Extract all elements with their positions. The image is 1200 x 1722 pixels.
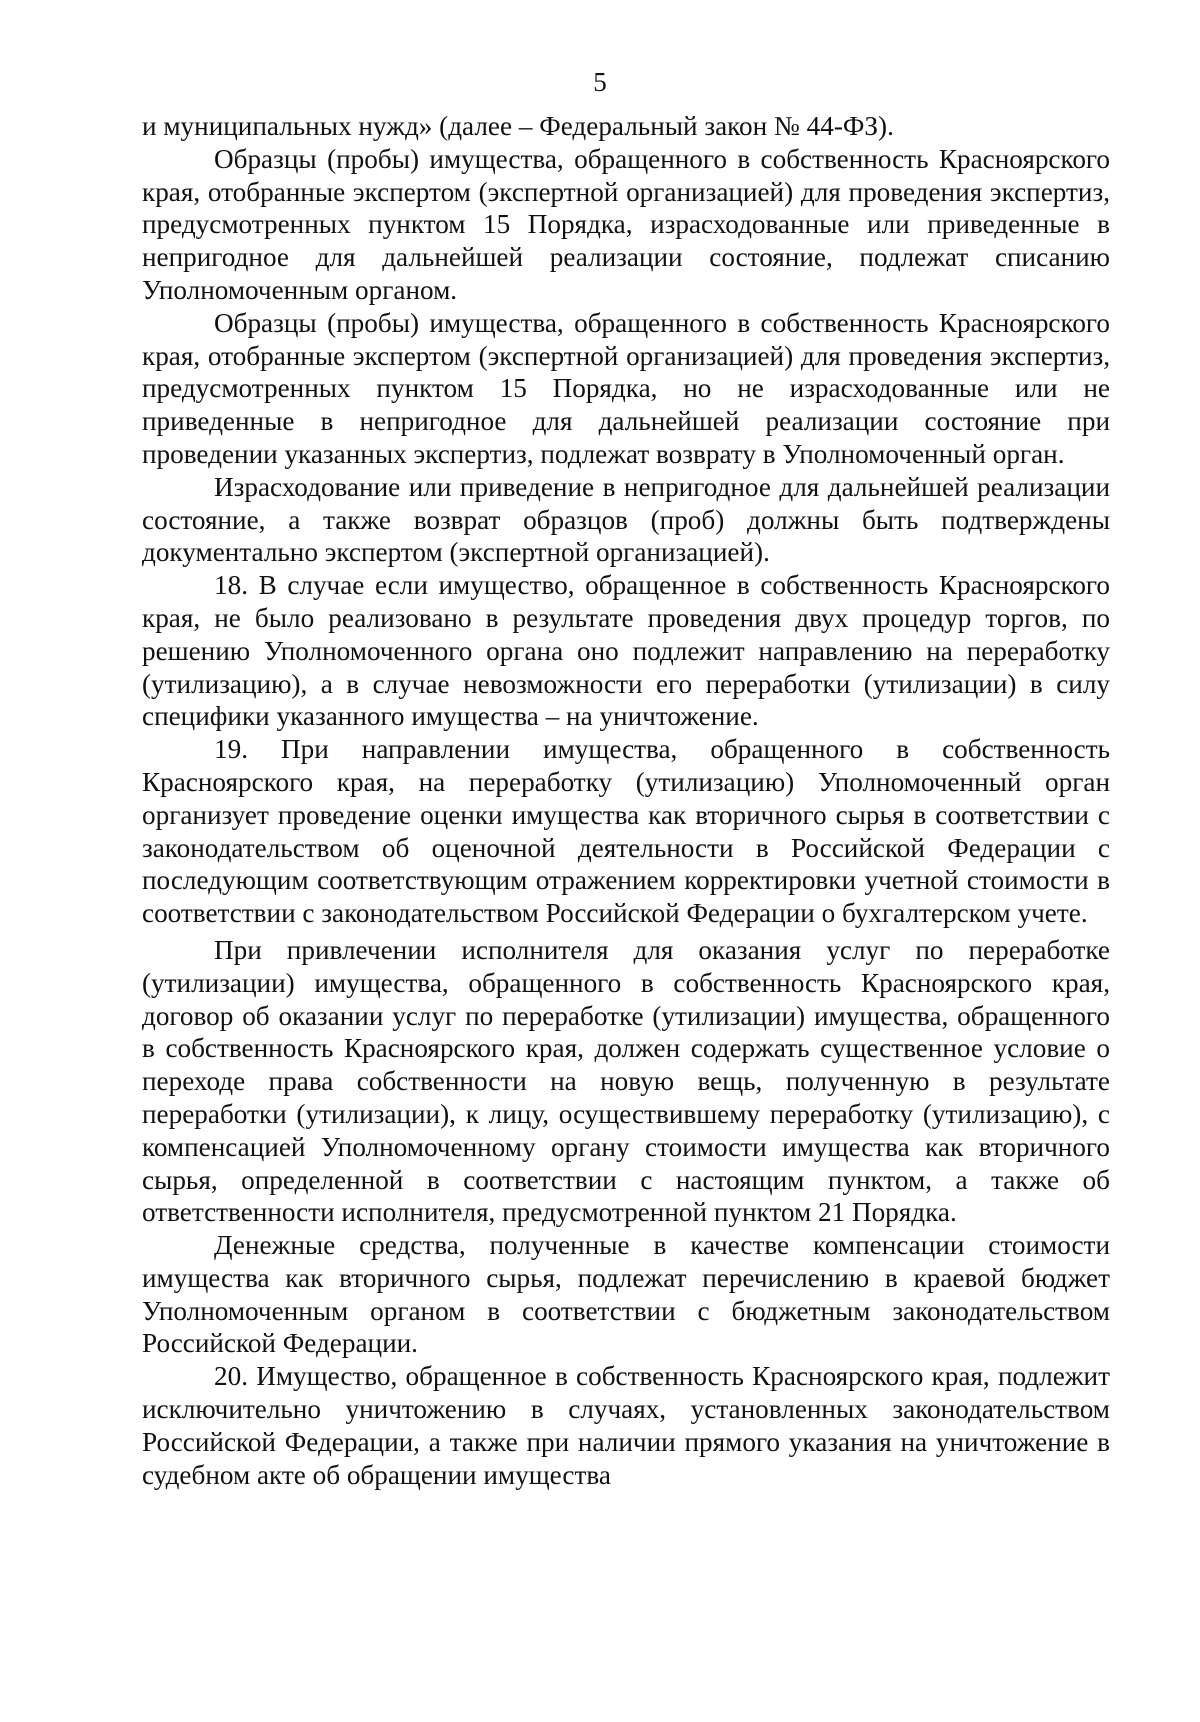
paragraph-item-18: 18. В случае если имущество, обращенное в собственность Красноярского края, не было реализовано в результате проведения двух процедур торгов, по решению Уполномоченного органа оно подлежит направлению на переработку (утилизацию), а в случае невозможности его переработки (утилизации) в силу специфики указанного имущества – на уничтожение. — [142, 570, 1110, 732]
paragraph-item-20: 20. Имущество, обращенное в собственность Красноярского края, подлежит исключительно уничтожению в случаях, установленных законодательством Российской Федерации, а также при наличии прямого указания на уничтожение в судебном акте об обращении имущества — [142, 1361, 1110, 1490]
paragraph-item-19: 19. При направлении имущества, обращенного в собственность Красноярского края, на переработку (утилизацию) Уполномоченный орган организует проведение оценки имущества как вторичного сырья в соответствии с законодательством об оценочной деятельности в Российской Федерации с последующим соответствующим отражением корректировки учетной стоимости в соответствии с законодательством Российской Федерации о бухгалтерском учете. — [142, 734, 1110, 929]
paragraph-samples-returned: Образцы (пробы) имущества, обращенного в собственность Красноярского края, отобранные экспертом (экспертной организацией) для проведения экспертиз, предусмотренных пунктом 15 Порядка, но не израсходованные или не приведенные в непригодное для дальнейшей реализации состояние при проведении указанных экспертиз, подлежат возврату в Уполномоченный орган. — [142, 307, 1110, 469]
page-number: 5 — [593, 67, 607, 97]
paragraph-continuation: и муниципальных нужд» (далее – Федеральный закон № 44-ФЗ). — [142, 111, 894, 141]
paragraph-compensation-funds: Денежные средства, полученные в качестве компенсации стоимости имущества как вторичного сырья, подлежат перечислению в краевой бюджет Уполномоченным органом в соответствии с бюджетным законодательством Российской Федерации. — [142, 1230, 1110, 1359]
paragraph-samples-written-off: Образцы (пробы) имущества, обращенного в собственность Красноярского края, отобранные экспертом (экспертной организацией) для проведения экспертиз, предусмотренных пунктом 15 Порядка, израсходованные или приведенные в непригодное для дальнейшей реализации состояние, подлежат списанию Уполномоченным органом. — [142, 143, 1110, 305]
paragraph-samples-confirmation: Израсходование или приведение в непригодное для дальнейшей реализации состояние, а также возврат образцов (проб) должны быть подтверждены документально экспертом (экспертной организацией). — [142, 471, 1110, 568]
paragraph-contractor-agreement: При привлечении исполнителя для оказания услуг по переработке (утилизации) имущества, обращенного в собственность Красноярского края, договор об оказании услуг по переработке (утилизации) имущества, обращенного в собственность Красноярского края, должен содержать существенное условие о переходе права собственности на новую вещь, полученную в результате переработки (утилизации), к лицу, осуществившему переработку (утилизацию), с компенсацией Уполномоченному органу стоимости имущества как вторичного сырья, определенной в соответствии с настоящим пунктом, а также об ответственности исполнителя, предусмотренной пунктом 21 Порядка. — [142, 934, 1110, 1228]
document-body — [142, 110, 1110, 1491]
